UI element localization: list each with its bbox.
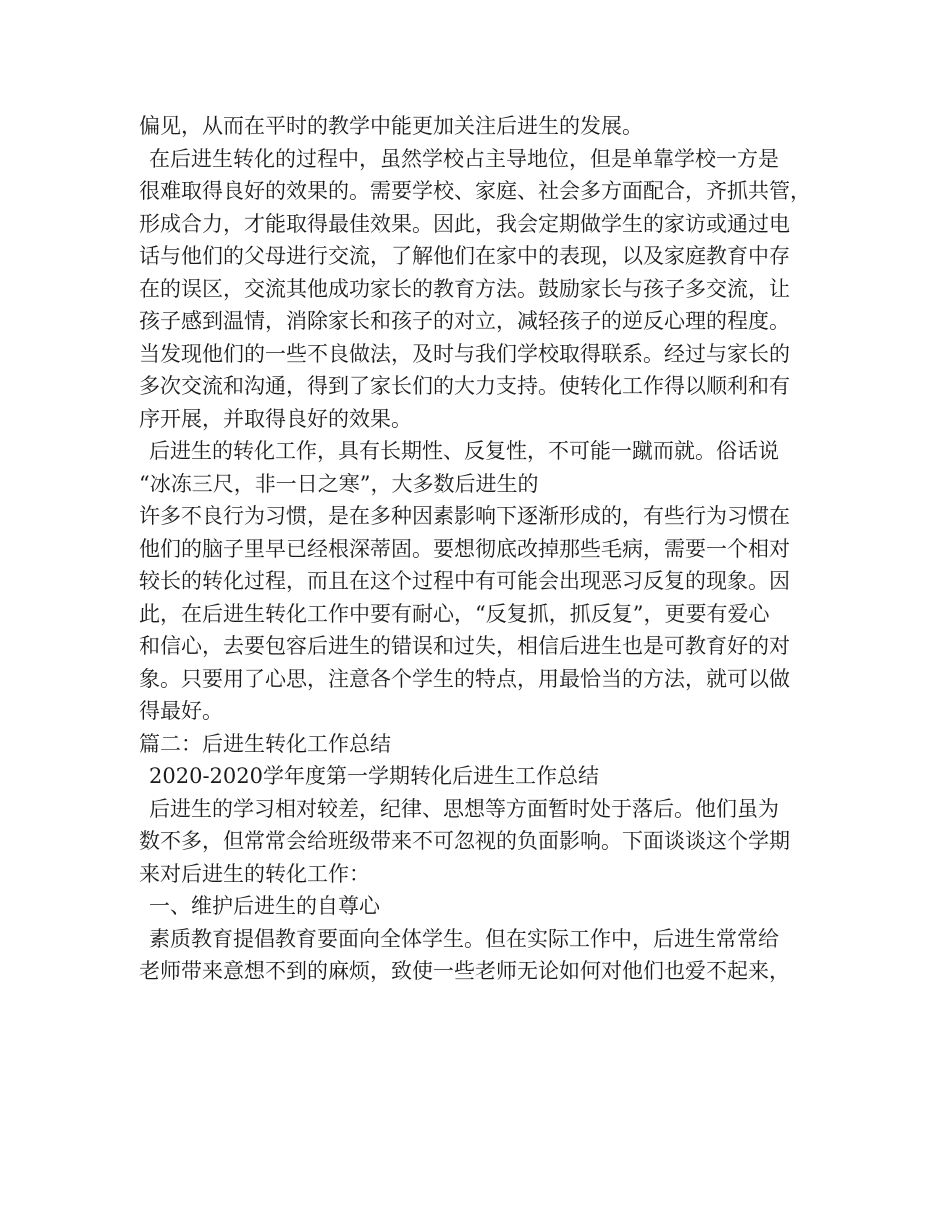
text-line: 多次交流和沟通，得到了家长们的大力支持。使转化工作得以顺利和有 bbox=[139, 374, 790, 398]
text-line: 偏见，从而在平时的教学中能更加关注后进生的发展。 bbox=[139, 114, 643, 138]
text-line: 很难取得良好的效果的。需要学校、家庭、社会多方面配合，齐抓共管， bbox=[139, 179, 811, 203]
subsection-heading: 一、维护后进生的自尊心 bbox=[149, 894, 380, 918]
text-line: 此，在后进生转化工作中要有耐心，“反复抓，抓反复”，更要有爱心 bbox=[139, 601, 770, 626]
text-line: 他们的脑子里早已经根深蒂固。要想彻底改掉那些毛病，需要一个相对 bbox=[139, 536, 790, 561]
text-line: 后进生的学习相对较差，纪律、思想等方面暂时处于落后。他们虽为 bbox=[149, 796, 779, 821]
text-line: 数不多，但常常会给班级带来不可忽视的负面影响。下面谈谈这个学期 bbox=[139, 829, 790, 853]
text-line: 后进生的转化工作，具有长期性、反复性，不可能一蹴而就。俗话说 bbox=[149, 439, 779, 463]
text-line: 较长的转化过程，而且在这个过程中有可能会出现恶习反复的现象。因 bbox=[139, 569, 790, 593]
document-page bbox=[139, 110, 819, 988]
text-line: 序开展，并取得良好的效果。 bbox=[139, 406, 412, 431]
text-line: 象。只要用了心思，注意各个学生的特点，用最恰当的方法，就可以做 bbox=[139, 666, 790, 691]
text-line: 当发现他们的一些不良做法，及时与我们学校取得联系。经过与家长的 bbox=[139, 341, 790, 366]
text-line: 得最好。 bbox=[139, 699, 223, 723]
text-line: 孩子感到温情，消除家长和孩子的对立，减轻孩子的逆反心理的程度。 bbox=[139, 309, 790, 333]
section-subtitle: 2020-2020学年度第一学期转化后进生工作总结 bbox=[149, 764, 599, 788]
text-line: 素质教育提倡教育要面向全体学生。但在实际工作中，后进生常常给 bbox=[149, 926, 779, 951]
text-line: 形成合力，才能取得最佳效果。因此，我会定期做学生的家访或通过电 bbox=[139, 211, 790, 236]
text-line: 在后进生转化的过程中，虽然学校占主导地位，但是单靠学校一方是 bbox=[149, 146, 779, 171]
text-line: 来对后进生的转化工作： bbox=[139, 861, 370, 886]
section-heading: 篇二：后进生转化工作总结 bbox=[139, 731, 391, 756]
text-line: “冰冻三尺，非一日之寒”，大多数后进生的 bbox=[139, 471, 539, 496]
text-line: 话与他们的父母进行交流，了解他们在家中的表现，以及家庭教育中存 bbox=[139, 244, 790, 268]
text-line: 老师带来意想不到的麻烦，致使一些老师无论如何对他们也爱不起来， bbox=[139, 959, 790, 983]
text-line: 在的误区，交流其他成功家长的教育方法。鼓励家长与孩子多交流，让 bbox=[139, 276, 790, 301]
text-line: 许多不良行为习惯，是在多种因素影响下逐渐形成的，有些行为习惯在 bbox=[139, 504, 790, 528]
text-line: 和信心，去要包容后进生的错误和过失，相信后进生也是可教育好的对 bbox=[139, 634, 790, 658]
